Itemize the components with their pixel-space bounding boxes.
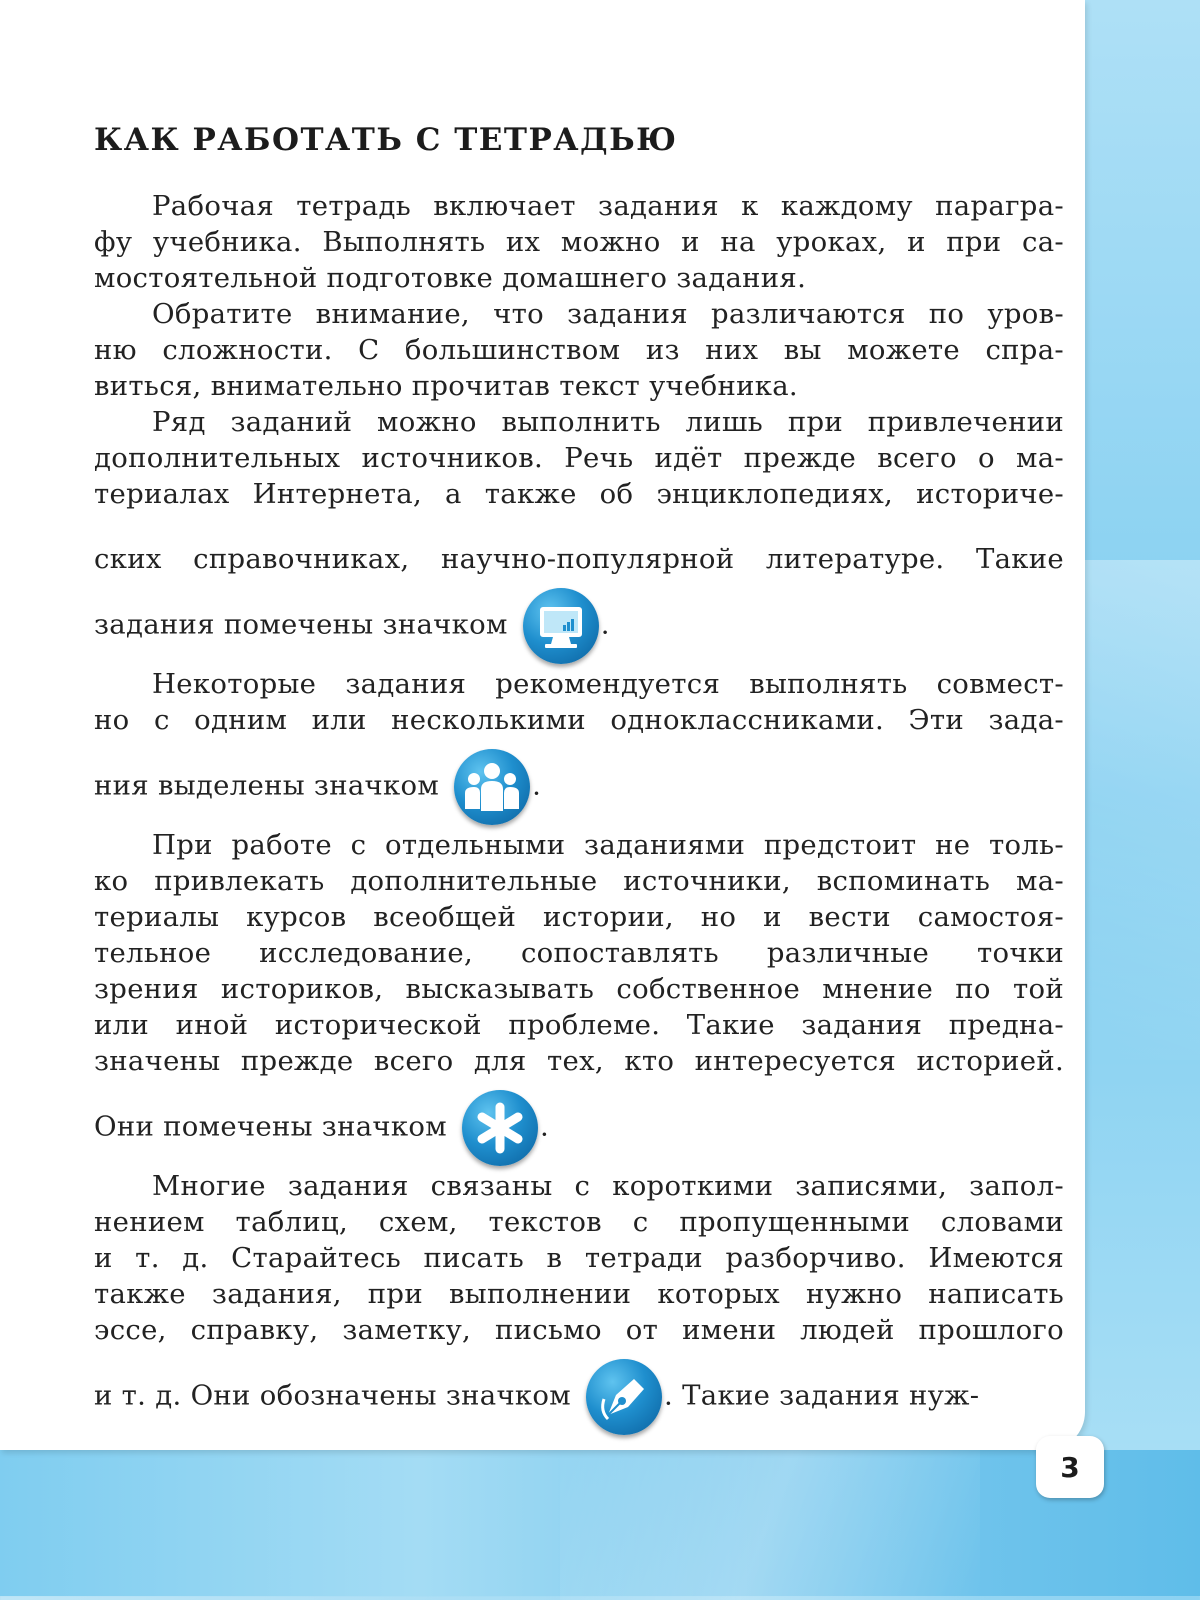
text-fragment: . <box>540 1110 550 1143</box>
text-fragment: . <box>532 769 542 802</box>
text-line: виться, внимательно прочитав текст учебника. <box>94 370 798 402</box>
text-line: и т. д. Старайтесь писать в тетради разборчиво. Имеются <box>94 1242 1064 1274</box>
text-line: Многие задания связаны с короткими записями, запол- <box>152 1170 1064 1202</box>
text-line: Ряд заданий можно выполнить лишь при привлечении <box>152 406 1064 438</box>
pen-nib-icon <box>586 1359 662 1435</box>
text-fragment: . <box>600 608 610 641</box>
text-fragment: ния выделены значком <box>94 769 440 802</box>
text-line: эссе, справку, заметку, письмо от имени людей прошлого <box>94 1314 1064 1346</box>
paragraph-1 <box>94 188 1064 296</box>
text-line: но с одним или несколькими одноклассниками. Эти зада- <box>94 704 1064 736</box>
body-text <box>94 188 1064 1417</box>
text-line: ню сложности. С большинством из них вы можете спра- <box>94 334 1064 366</box>
text-line <box>94 1377 1064 1417</box>
background-facet <box>560 1430 980 1600</box>
text-line: фу учебника. Выполнять их можно и на уроках, и при са- <box>94 226 1064 258</box>
text-line: дополнительных источников. Речь идёт прежде всего о ма- <box>94 442 1064 474</box>
text-line: зрения историков, высказывать собственное мнение по той <box>94 973 1064 1005</box>
computer-monitor-icon <box>523 588 599 664</box>
text-line: териалы курсов всеобщей истории, но и вести самостоя- <box>94 901 1064 933</box>
text-line <box>94 1108 1064 1148</box>
text-line: Обратите внимание, что задания различаются по уров- <box>152 298 1064 330</box>
text-line: ских справочниках, научно-популярной литературе. Такие <box>94 543 1064 575</box>
text-line <box>94 767 1064 807</box>
page-number: 3 <box>1036 1436 1104 1498</box>
text-fragment: . Такие задания нуж- <box>664 1379 980 1412</box>
text-line <box>94 606 1064 646</box>
text-line: или иной исторической проблеме. Такие задания предна- <box>94 1009 1064 1041</box>
paragraph-5 <box>94 827 1064 1148</box>
text-line: нением таблиц, схем, текстов с пропущенными словами <box>94 1206 1064 1238</box>
text-line: мостоятельной подготовке домашнего задания. <box>94 262 807 294</box>
text-line: ко привлекать дополнительные источники, вспоминать ма- <box>94 865 1064 897</box>
group-people-icon <box>454 749 530 825</box>
text-line: териалах Интернета, а также об энциклопедиях, историче- <box>94 478 1064 510</box>
background-facet <box>1070 560 1200 1060</box>
paragraph-2 <box>94 296 1064 404</box>
text-line: Рабочая тетрадь включает задания к каждому парагра- <box>152 190 1064 222</box>
text-line: Некоторые задания рекомендуется выполнять совмест- <box>152 668 1064 700</box>
text-line: значены прежде всего для тех, кто интересуется историей. <box>94 1045 1064 1077</box>
text-fragment: и т. д. Они обозначены значком <box>94 1379 571 1412</box>
asterisk-icon <box>462 1090 538 1166</box>
text-fragment: задания помечены значком <box>94 608 508 641</box>
text-line: тельное исследование, сопоставлять различные точки <box>94 937 1064 969</box>
paragraph-3 <box>94 404 1064 646</box>
text-fragment: Они помечены значком <box>94 1110 447 1143</box>
paragraph-6 <box>94 1168 1064 1417</box>
paragraph-4 <box>94 666 1064 807</box>
text-line: При работе с отдельными заданиями предстоит не толь- <box>152 829 1064 861</box>
text-line: также задания, при выполнении которых нужно написать <box>94 1278 1064 1310</box>
page-title: КАК РАБОТАТЬ С ТЕТРАДЬЮ <box>94 122 678 158</box>
